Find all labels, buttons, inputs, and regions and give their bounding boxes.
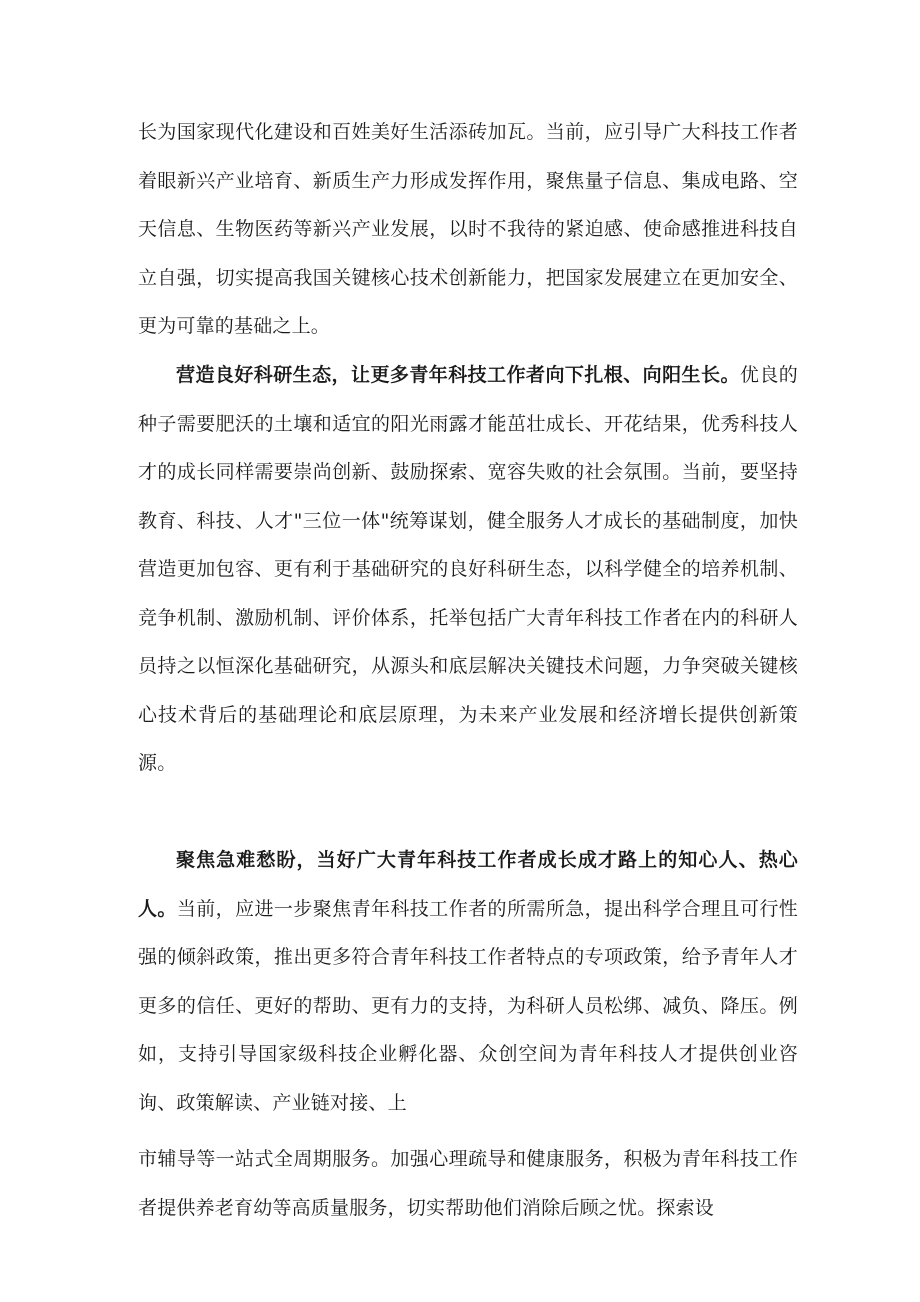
paragraph-1 <box>138 108 798 351</box>
paragraph-3-text: 当前，应进一步聚焦青年科技工作者的所需所急，提出科学合理且可行性强的倾斜政策，推出更多符合青年科技工作者特点的专项政策，给予青年人才更多的信任、更好的帮助、更有力的支持，为科研人员松绑、减负、降压。例如，支持引导国家级科技企业孵化器、众创空间为青年科技人才提供创业咨询、政策解读、产业链对接、上 <box>138 897 798 1114</box>
paragraph-2-heading: 营造良好科研生态，让更多青年科技工作者向下扎根、向阳生长。 <box>176 364 740 386</box>
paragraph-1-text: 长为国家现代化建设和百姓美好生活添砖加瓦。当前，应引导广大科技工作者着眼新兴产业培育、新质生产力形成发挥作用，聚焦量子信息、集成电路、空天信息、生物医药等新兴产业发展，以时不我待的紧迫感、使命感推进科技自立自强，切实提高我国关键核心技术创新能力，把国家发展建立在更加安全、更为可靠的基础之上。 <box>138 121 798 337</box>
paragraph-3-heading: 聚焦急难愁盼，当好广大青年科技工作者成长成才路上的知心人、热心人。 <box>138 849 798 920</box>
paragraph-4-text: 市辅导等一站式全周期服务。加强心理疏导和健康服务，积极为青年科技工作者提供养老育幼等高质量服务，切实帮助他们消除后顾之忧。探索设 <box>138 1148 798 1219</box>
paragraph-2 <box>138 351 798 788</box>
paragraph-4 <box>138 1135 798 1232</box>
paragraph-3 <box>138 836 798 1127</box>
paragraph-2-text: 优良的种子需要肥沃的土壤和适宜的阳光雨露才能茁壮成长、开花结果，优秀科技人才的成长同样需要崇尚创新、鼓励探索、宽容失败的社会氛围。当前，要坚持教育、科技、人才"三位一体"统筹谋划，健全服务人才成长的基础制度，加快营造更加包容、更有利于基础研究的良好科研生态，以科学健全的培养机制、竞争机制、激励机制、评价体系，托举包括广大青年科技工作者在内的科研人员持之以恒深化基础研究，从源头和底层解决关键技术问题，力争突破关键核心技术背后的基础理论和底层原理，为未来产业发展和经济增长提供创新策源。 <box>138 364 798 774</box>
